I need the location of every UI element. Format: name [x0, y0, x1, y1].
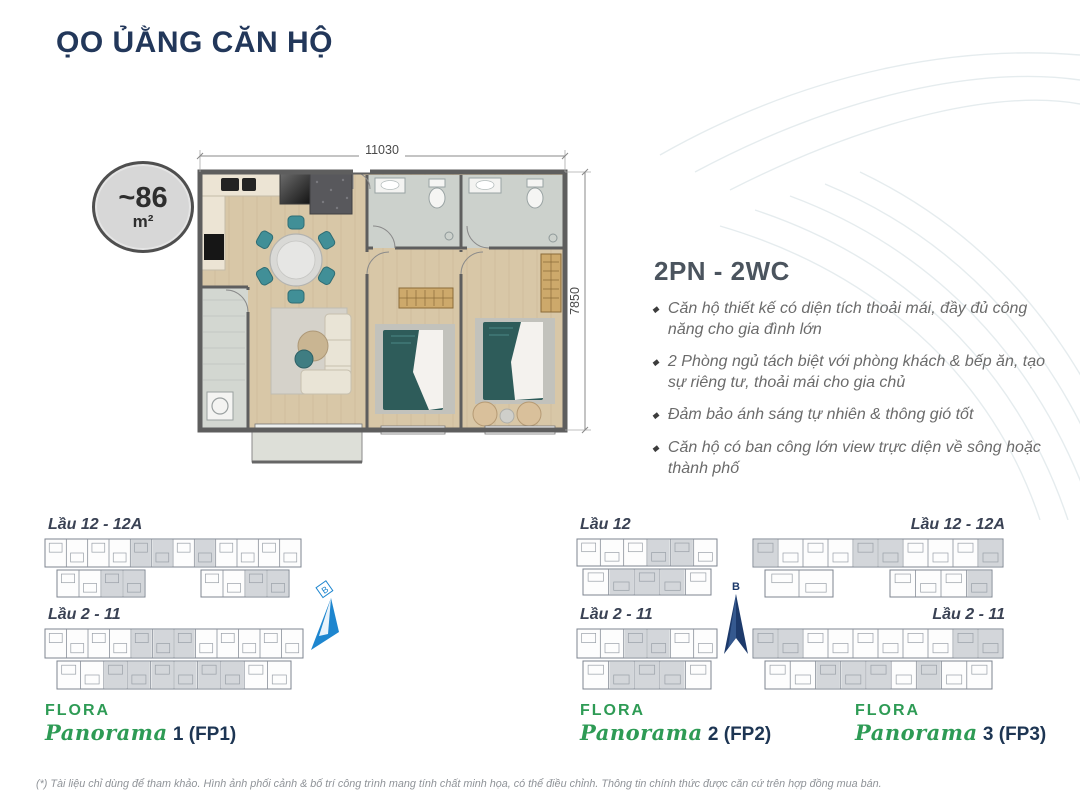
area-badge — [92, 161, 194, 253]
floor-range-label: Lầu 2 - 11 — [932, 606, 1005, 623]
building-name: FLORA Panorama 2 (FP2) — [580, 702, 772, 746]
feature-item: ◆ Căn hộ thiết kế có diện tích thoải mái, đầy đủ công năng cho gia đình lớn — [652, 298, 1057, 340]
feature-item: ◆ Đảm bảo ánh sáng tự nhiên & thông gió tốt — [652, 404, 1057, 425]
compass-label: B — [319, 584, 331, 596]
building-name: FLORA Panorama 3 (FP3) — [855, 702, 1047, 746]
area-value: ~86 — [118, 181, 168, 214]
floor-range-label: Lầu 2 - 11 — [48, 606, 121, 623]
dimension-width-label: 11030 — [365, 143, 399, 157]
page-title: ỌO ỦẰNG CĂN HỘ — [56, 26, 333, 59]
floor-range-label: Lầu 12 - 12A — [910, 516, 1005, 533]
unit-type-heading: 2PN - 2WC — [654, 256, 790, 286]
floor-range-label: Lầu 2 - 11 — [580, 606, 653, 623]
floor-range-label: Lầu 12 — [580, 516, 631, 533]
area-unit: m² — [132, 211, 154, 231]
dimension-height-label: 7850 — [568, 287, 582, 315]
compass-label: B — [732, 581, 740, 593]
disclaimer-footnote: (*) Tài liệu chỉ dùng để tham khảo. Hình ảnh phối cảnh & bố trí công trình mang tính chất minh họa, có thể điều chỉnh. Thông tin chính thức được căn cứ trên hợp đồng mua bán. — [36, 778, 882, 790]
feature-item: ◆ Căn hộ có ban công lớn view trực diện về sông hoặc thành phố — [652, 437, 1057, 479]
compass-north-arrow — [716, 578, 756, 658]
building-name: FLORA Panorama 1 (FP1) — [45, 702, 237, 746]
compass-north-arrow — [303, 580, 349, 656]
unit-feature-list — [652, 298, 1057, 490]
feature-item: ◆ 2 Phòng ngủ tách biệt với phòng khách & bếp ăn, tạo sự riêng tư, thoải mái cho gia chủ — [652, 351, 1057, 393]
apartment-floor-plan — [185, 140, 605, 470]
floor-plate-diagram — [44, 538, 302, 598]
floor-range-label: Lầu 12 - 12A — [48, 516, 143, 533]
floor-plate-diagram — [576, 538, 718, 596]
floor-plate-diagram — [752, 538, 1004, 598]
floor-plate-diagram — [752, 628, 1004, 690]
floor-plate-diagram — [44, 628, 304, 690]
floor-plate-diagram — [576, 628, 718, 690]
